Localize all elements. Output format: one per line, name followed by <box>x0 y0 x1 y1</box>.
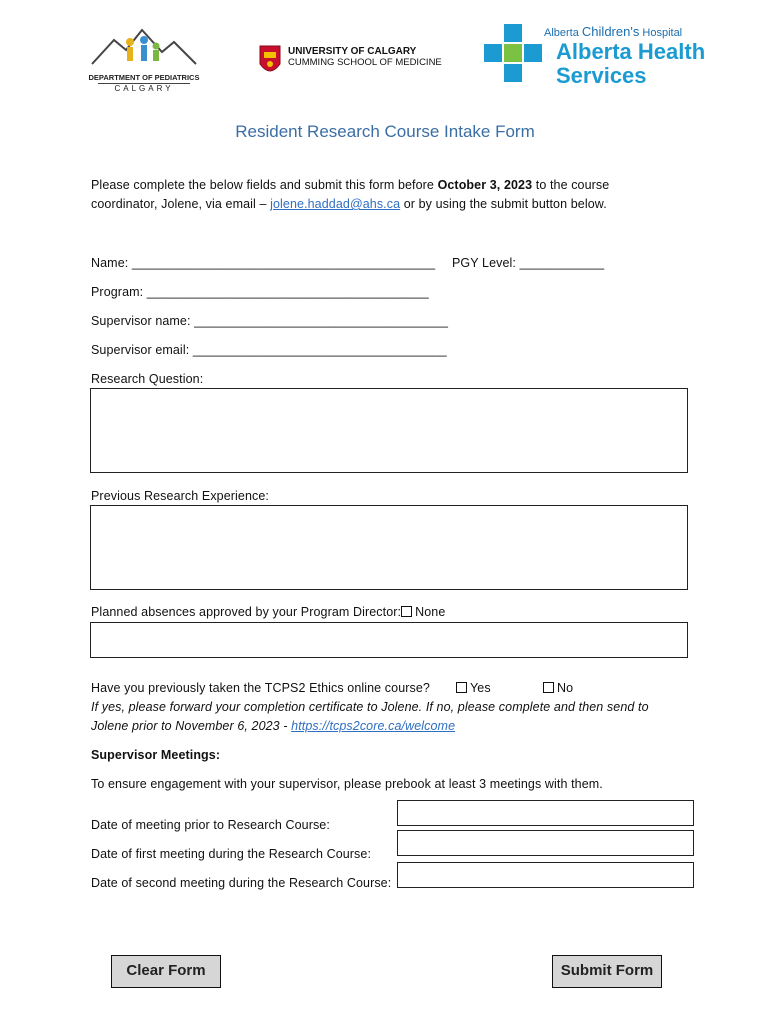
page-title: Resident Research Course Intake Form <box>235 122 535 141</box>
supervisor-name-field[interactable]: Supervisor name: ____________________________________ <box>91 314 449 328</box>
deadline-date: October 3, 2023 <box>437 178 533 192</box>
pgy-level-field[interactable]: PGY Level: ____________ <box>452 256 605 270</box>
planned-absences-row <box>91 605 445 619</box>
pediatrics-logo-line2: CALGARY <box>98 83 190 93</box>
intro-line1: Please complete the below fields and submit this form before October 3, 2023 to the course <box>91 178 610 192</box>
ucalgary-logo-line2: CUMMING SCHOOL OF MEDICINE <box>288 57 442 68</box>
tcps2-link[interactable]: https://tcps2core.ca/welcome <box>291 719 456 733</box>
research-question-input[interactable] <box>90 388 688 473</box>
pediatrics-logo-line1: DEPARTMENT OF PEDIATRICS <box>88 73 200 82</box>
meeting-prior-input[interactable] <box>397 800 694 826</box>
tcps2-question: Have you previously taken the TCPS2 Ethics online course? <box>91 681 430 695</box>
no-checkbox[interactable] <box>543 682 554 693</box>
meeting-second-input[interactable] <box>397 862 694 888</box>
previous-experience-label: Previous Research Experience: <box>91 489 269 503</box>
meetings-instruction: To ensure engagement with your supervisor, please prebook at least 3 meetings with them. <box>91 777 603 791</box>
ahs-logo-line1: Alberta Health <box>556 39 706 64</box>
pediatrics-logo <box>84 22 204 93</box>
supervisor-email-field[interactable]: Supervisor email: ____________________________________ <box>91 343 447 357</box>
meeting-first-input[interactable] <box>397 830 694 856</box>
meeting-second-label: Date of second meeting during the Research Course: <box>91 876 392 890</box>
ucalgary-logo-line1: UNIVERSITY OF CALGARY <box>288 46 417 57</box>
none-label: None <box>415 605 446 619</box>
ucalgary-logo <box>258 44 458 80</box>
ach-logo-text: Alberta Children's Hospital <box>544 24 683 39</box>
intro-line2: coordinator, Jolene, via email – jolene.haddad@ahs.ca or by using the submit button below. <box>91 197 607 211</box>
ahs-logo <box>484 20 704 90</box>
meeting-first-label: Date of first meeting during the Research Course: <box>91 847 372 861</box>
yes-checkbox[interactable] <box>456 682 467 693</box>
research-question-label: Research Question: <box>91 372 204 386</box>
name-field[interactable]: Name: ___________________________________________ <box>91 256 436 270</box>
tcps2-note-line2: Jolene prior to November 6, 2023 - https://tcps2core.ca/welcome <box>91 719 456 733</box>
planned-absences-input[interactable] <box>90 622 688 658</box>
email-link[interactable]: jolene.haddad@ahs.ca <box>270 197 401 211</box>
ahs-logo-line2: Services <box>556 63 647 88</box>
mountain-family-icon <box>84 22 204 68</box>
tcps2-yes-option[interactable]: Yes <box>456 681 491 695</box>
none-checkbox[interactable] <box>401 606 412 617</box>
meeting-prior-label: Date of meeting prior to Research Course: <box>91 818 330 832</box>
tcps2-no-option[interactable]: No <box>543 681 573 695</box>
supervisor-meetings-heading: Supervisor Meetings: <box>91 748 221 762</box>
ucalgary-crest-icon <box>258 44 282 78</box>
ahs-cross-icon <box>484 24 546 86</box>
previous-experience-input[interactable] <box>90 505 688 590</box>
program-field[interactable]: Program: ________________________________________ <box>91 285 429 299</box>
planned-absences-label: Planned absences approved by your Program Director: <box>91 605 402 619</box>
clear-form-button[interactable]: Clear Form <box>111 955 221 988</box>
submit-form-button[interactable]: Submit Form <box>552 955 662 988</box>
tcps2-note-line1: If yes, please forward your completion certificate to Jolene. If no, please complete and then send to <box>91 700 649 714</box>
